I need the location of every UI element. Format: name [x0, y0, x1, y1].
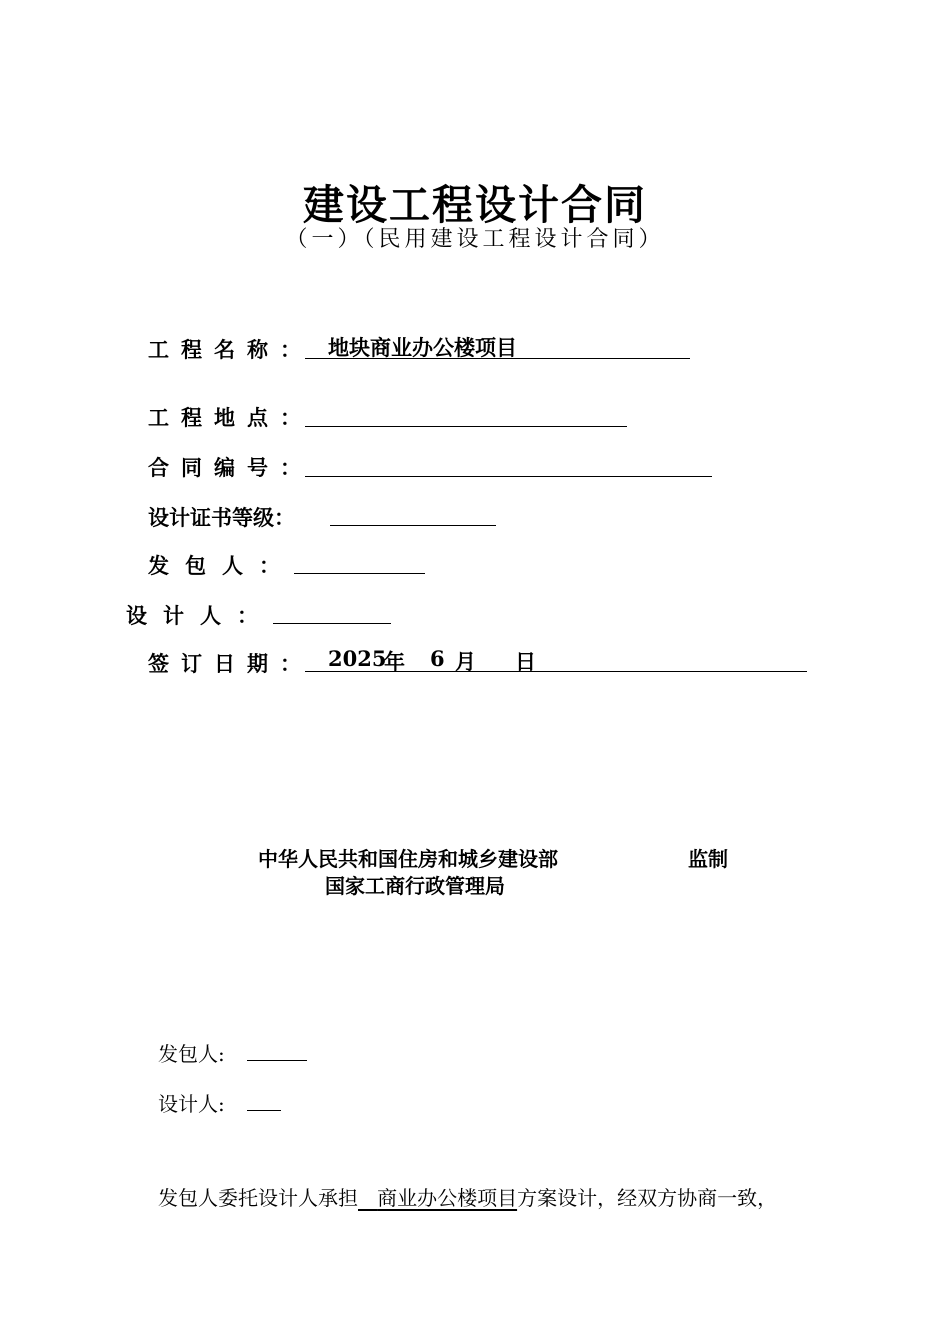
project-location-line — [305, 398, 627, 427]
body-employer-label: 发包人: — [158, 1042, 225, 1066]
signing-year-char: 年 — [384, 650, 405, 674]
signing-year: 2025 — [328, 646, 387, 671]
designer-line — [273, 595, 391, 624]
signing-month: 6 — [430, 646, 445, 671]
contract-title: 建设工程设计合同 — [303, 181, 647, 229]
authority-bureau: 国家工商行政管理局 — [325, 874, 505, 898]
sentence-project-blank — [358, 1186, 517, 1210]
certificate-level-label: 设计证书等级： — [148, 506, 295, 530]
contract-number-label: 合同编号： — [148, 456, 313, 480]
project-location-label: 工程地点： — [148, 406, 313, 430]
contract-subtitle: （一）（民用建设工程设计合同） — [285, 227, 665, 252]
sentence-project: 商业办公楼项目 — [377, 1186, 518, 1210]
signing-month-char: 月 — [455, 650, 476, 674]
body-designer-label: 设计人: — [158, 1092, 225, 1116]
body-designer-line — [247, 1084, 281, 1111]
designer-label: 设计人： — [126, 604, 274, 628]
sentence-prefix: 发包人委托设计人承担 — [158, 1186, 358, 1210]
contract-number-line — [305, 448, 712, 477]
signing-date-label: 签订日期： — [148, 652, 313, 676]
project-name-value: 地块商业办公楼项目 — [328, 336, 517, 360]
project-name-label: 工程名称： — [148, 338, 313, 362]
signing-day-char: 日 — [515, 650, 536, 674]
authority-ministry: 中华人民共和国住房和城乡建设部 — [258, 847, 558, 871]
body-employer-line — [247, 1034, 307, 1061]
employer-label: 发包人： — [148, 554, 296, 578]
certificate-level-line — [330, 497, 496, 526]
sentence-suffix: 方案设计，经双方协商一致， — [517, 1186, 778, 1210]
employer-line — [294, 545, 425, 574]
body-sentence — [158, 1182, 777, 1211]
authority-supervise: 监制 — [688, 847, 728, 871]
